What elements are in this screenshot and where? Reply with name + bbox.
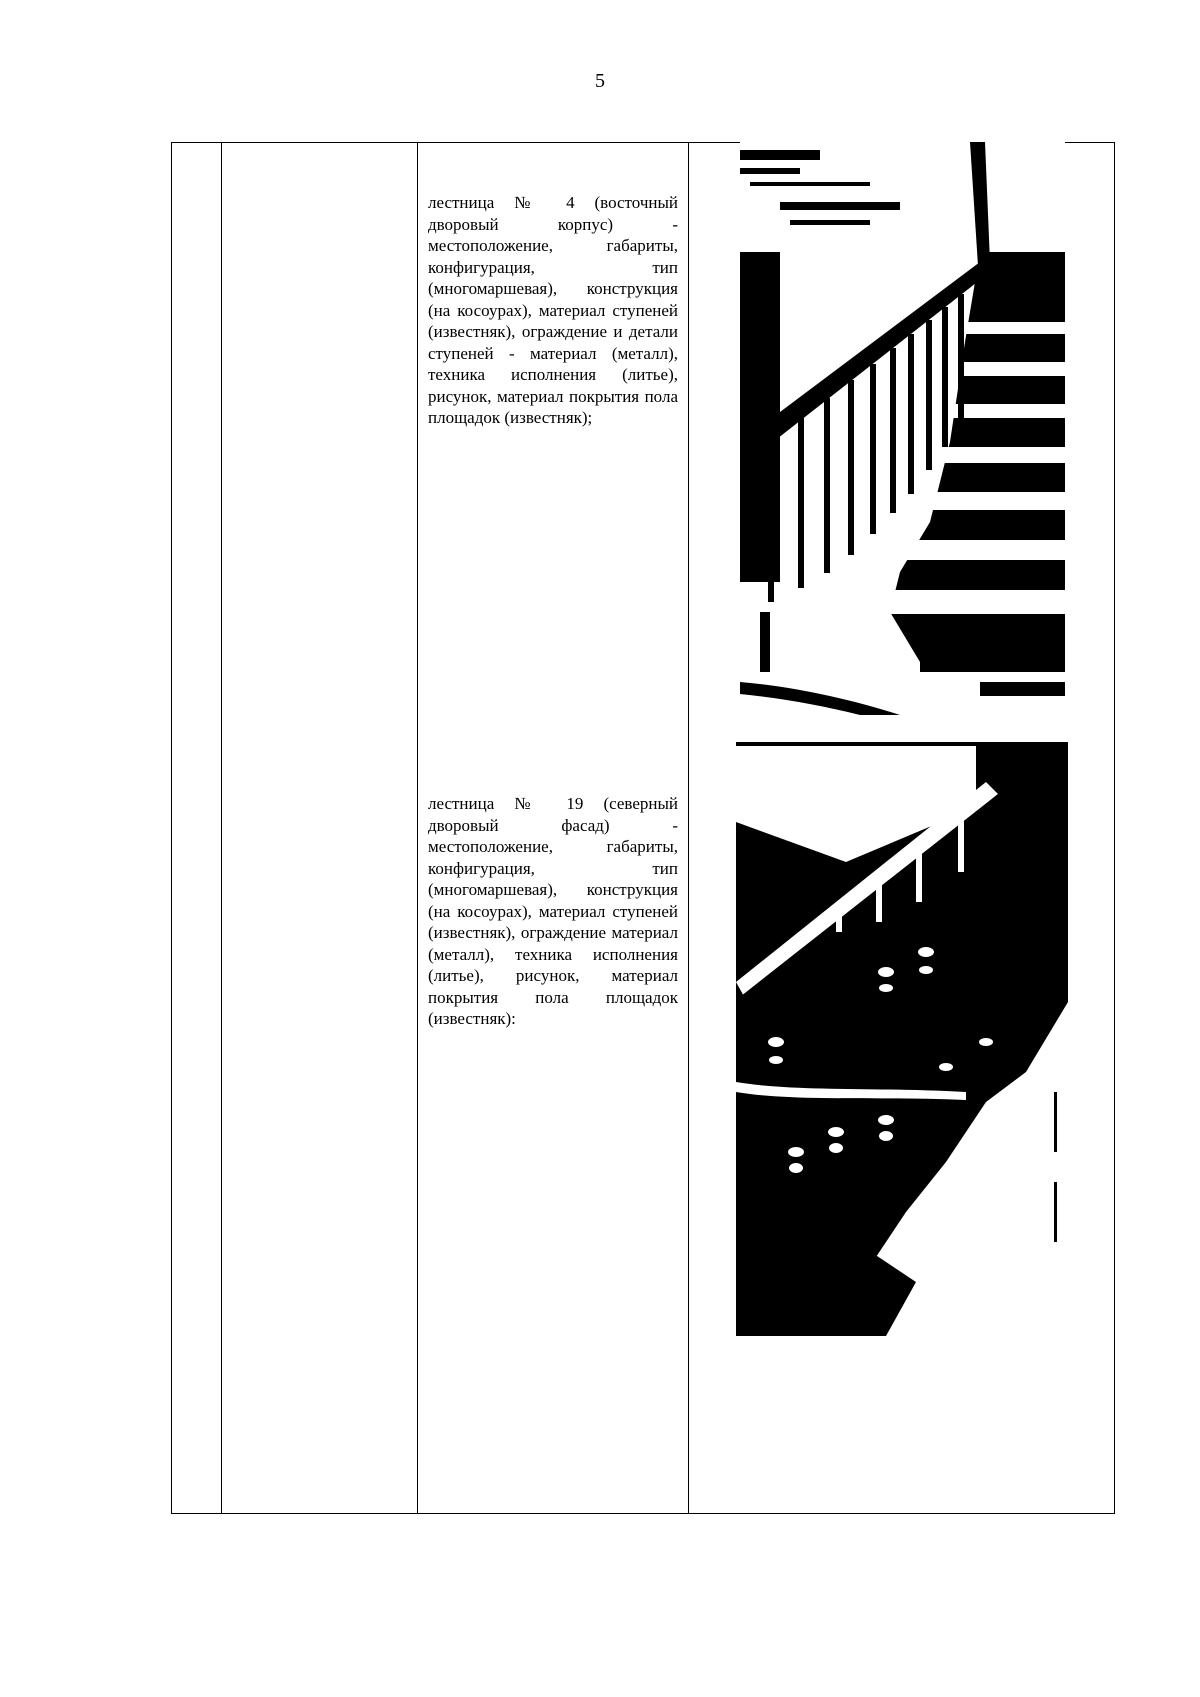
page-number: 5 (595, 70, 605, 92)
staircase-4-description: лестница № 4 (восточный дворовый корпус) - местоположение, габариты, конфигурация, тип (многомаршевая), конструкция (на косоурах), материал ступеней (известняк), ограждение и детали ступеней - материал (металл), техника исполнения (литье), рисунок, материал покрытия пола площадок (известняк); (428, 193, 678, 427)
table-column-divider-3 (688, 143, 689, 1513)
staircase-19-description: лестница № 19 (северный дворовый фасад) - местоположение, габариты, конфигурация, тип (многомаршевая), конструкция (на косоурах), материал ступеней (известняк), ограждение материал (металл), техника исполнения (литье), рисунок, материал покрытия пола площадок (известняк): (428, 794, 678, 1028)
staircase-4-photo (740, 142, 1065, 715)
table-column-divider-1 (221, 143, 222, 1513)
staircase-19-photo (736, 742, 1068, 1336)
table-column-divider-2 (417, 143, 418, 1513)
